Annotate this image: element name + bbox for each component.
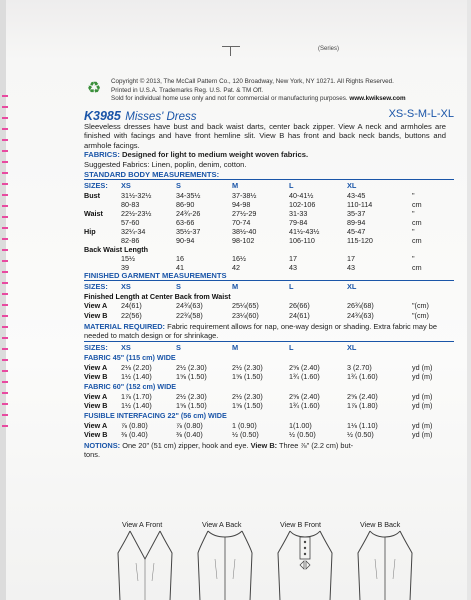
body-value-cm: 41 [176,263,184,272]
material-rule [84,341,454,342]
material-value: 1⅞ (1.80) [347,401,378,410]
body-unit-cm: cm [412,236,422,245]
body-value-cm: 80-83 [121,200,140,209]
finished-size-l: L [289,282,294,291]
body-value-cm: 89-94 [347,218,366,227]
material-row-label: View A [84,362,108,372]
body-value-cm: 79-84 [289,218,308,227]
body-size-xs: XS [121,181,131,190]
body-value-in: 37-38½ [232,191,257,200]
material-sizes-label: SIZES: [84,343,108,352]
finished-value: 22¾(58) [176,311,203,320]
material-size-l: L [289,343,294,352]
finished-size-m: M [232,282,239,291]
body-value-cm: 90-94 [176,236,195,245]
material-group-title: FABRIC 45" (115 cm) WIDE [84,353,176,362]
body-value-in: 24¾-26 [176,209,201,218]
body-value-in: 16 [176,254,184,263]
body-value-in: 40-41½ [289,191,314,200]
body-value-cm: 106-110 [289,236,315,245]
finished-value: 26¾(68) [347,301,374,310]
material-value: ⅜ (0.40) [176,430,203,439]
material-value: 1½ (1.40) [121,401,152,410]
material-value: 1⅝ (1.50) [232,401,263,410]
view-b-back-label: View B Back [360,520,401,529]
finished-title: FINISHED GARMENT MEASUREMENTS [84,271,227,280]
material-value: ⅞ (0.80) [176,420,203,430]
pattern-name: Misses' Dress [125,111,197,123]
body-unit-in: " [412,191,415,200]
material-size-s: S [176,343,181,352]
view-a-front-label: View A Front [122,520,163,529]
body-unit-in: " [412,209,415,218]
view-a-back-sketch [190,529,260,600]
view-a-back-label: View A Back [202,520,242,529]
finished-value: 22(56) [121,311,142,320]
body-value-in: 17 [347,254,355,263]
description-text: Sleeveless dresses have bust and back waist darts, center back zipper. View A neck and armholes are finished with facings and have front hemline slit. View B has front and back neck bands, buttons and armhole facings. [84,122,446,150]
copyright-line-1: Copyright © 2013, The McCall Pattern Co., 120 Broadway, New York, NY 10271. All Rights Reserved. [111,78,394,85]
material-group-title: FABRIC 60" (152 cm) WIDE [84,382,177,391]
material-value: ½ (0.50) [232,430,259,439]
body-value-in: 31½-32½ [121,191,152,200]
body-value-cm: 43 [347,263,355,272]
material-value: 1¾ (1.60) [289,372,320,381]
material-value: 1⅝ (1.50) [176,372,207,381]
copyright-block [111,78,461,104]
pattern-sizes: XS-S-M-L-XL [388,108,454,120]
view-a-front-sketch [110,529,180,600]
body-value-cm: 43 [289,263,297,272]
finished-value: 26(66) [289,301,310,310]
material-value: 1¾ (1.60) [289,401,320,410]
fold-mark-horizontal [222,46,240,47]
website-link[interactable]: www.kwiksew.com [349,95,406,103]
material-value: 1 (0.90) [232,420,257,430]
body-sizes-label: SIZES: [84,181,108,190]
material-unit: yd (m) [412,430,433,439]
material-value: 2⅝ (2.40) [289,391,320,401]
body-value-in: 45-47 [347,227,366,236]
body-value-in: 17 [289,254,297,263]
material-value: 1⅝ (1.50) [176,401,207,410]
material-row-label: View A [84,420,108,430]
body-value-in: 22½-23½ [121,209,152,218]
material-value: 1⅞ (1.70) [121,391,152,401]
material-note: MATERIAL REQUIRED: Fabric requirement allows for nap, one-way design or shading. Extra fabric may be needed to match design or for shrinkage. [84,322,437,341]
finished-unit: "(cm) [412,301,429,310]
body-value-cm: 98-102 [232,236,255,245]
finished-value: 24¾(63) [176,301,203,310]
material-value: ½ (0.50) [289,430,316,439]
body-value-in: 16½ [232,254,246,263]
pink-edge-marks [2,86,8,436]
body-unit-in: " [412,227,415,236]
finished-value: 24(61) [121,301,142,310]
material-value: 2½ (2.30) [232,391,263,401]
body-size-l: L [289,181,294,190]
body-value-in: 35-37 [347,209,366,218]
body-unit-in: " [412,254,415,263]
material-unit: yd (m) [412,372,433,381]
finished-value: 23¼(60) [232,311,259,320]
body-unit-cm: cm [412,263,422,272]
finished-rule [84,280,454,281]
material-row-label: View A [84,391,108,401]
material-value: 2½ (2.30) [176,362,207,372]
body-value-cm: 42 [232,263,240,272]
material-value: 2⅛ (2.20) [121,362,152,372]
fabrics-line: FABRICS: Designed for light to medium weight woven fabrics. [84,150,309,160]
body-value-cm: 63-66 [176,218,195,227]
recycle-icon: ♻ [86,80,102,97]
fold-mark [230,46,231,56]
material-size-xl: XL [347,343,357,352]
finished-value: 24(61) [289,311,310,320]
copyright-line-3: Sold for individual home use only and not for commercial or manufacturing purposes. www.kwiksew.com [111,95,406,103]
body-value-cm: 86-90 [176,200,195,209]
body-value-in: 27½-29 [232,209,257,218]
pattern-title [84,107,454,121]
body-size-m: M [232,181,239,190]
body-unit-cm: cm [412,218,422,227]
material-unit: yd (m) [412,420,433,430]
material-size-xs: XS [121,343,131,352]
body-row-label: Waist [84,209,103,218]
material-value: ⅞ (0.80) [121,420,148,430]
material-value: 1⅝ (1.50) [232,372,263,381]
view-sketches [84,520,454,600]
body-value-in: 15½ [121,254,135,263]
material-row-label: View B [84,372,108,381]
finished-value: 25¼(65) [232,301,259,310]
pattern-code: K3985 [84,109,121,123]
material-value: 2½ (2.30) [176,391,207,401]
body-value-in: 34-35½ [176,191,201,200]
body-value-cm: 115-120 [347,236,373,245]
body-value-cm: 102-106 [289,200,316,209]
finished-subtitle: Finished Length at Center Back from Waist [84,292,231,301]
material-value: 1¾ (1.60) [347,372,378,381]
material-unit: yd (m) [412,362,433,372]
material-value: ⅜ (0.40) [121,430,148,439]
material-value: 1⅛ (1.10) [347,420,378,430]
body-value-in: 43-45 [347,191,366,200]
material-unit: yd (m) [412,391,433,401]
body-row-label: Back Waist Length [84,245,149,254]
finished-value: 24¾(63) [347,311,374,320]
body-value-in: 31-33 [289,209,308,218]
body-size-xl: XL [347,181,357,190]
material-value: 2⅝ (2.40) [289,362,320,372]
body-value-in: 32¼-34 [121,227,146,236]
view-b-front-sketch [270,529,340,600]
body-value-cm: 82-86 [121,236,140,245]
finished-size-xl: XL [347,282,357,291]
finished-unit: "(cm) [412,311,429,320]
body-value-in: 35½-37 [176,227,201,236]
body-value-cm: 57-60 [121,218,140,227]
material-size-m: M [232,343,239,352]
top-note: (Series) [318,46,340,52]
body-value-in: 38½-40 [232,227,257,236]
finished-size-s: S [176,282,181,291]
body-value-cm: 39 [121,263,129,272]
description [84,122,446,169]
material-group-title: FUSIBLE INTERFACING 22" (56 cm) WIDE [84,411,227,420]
body-value-cm: 94-98 [232,200,251,209]
page-right-edge [467,0,471,600]
finished-row-label: View B [84,311,108,320]
body-value-in: 41½-43½ [289,227,320,236]
body-row-label: Hip [84,227,96,236]
notions-note: NOTIONS: One 20" (51 cm) zipper, hook and eye. View B: Three ⅞" (2.2 cm) but- tons. [84,441,354,460]
material-value: 1(1.00) [289,420,312,430]
view-b-front-label: View B Front [280,520,322,529]
body-value-cm: 70-74 [232,218,251,227]
finished-row-label: View A [84,301,108,310]
material-value: 2½ (2.30) [232,362,263,372]
body-size-s: S [176,181,181,190]
material-value: 2⅝ (2.40) [347,391,378,401]
material-value: 3 (2.70) [347,362,372,372]
material-row-label: View B [84,401,108,410]
suggested-fabrics: Suggested Fabrics: Linen, poplin, denim, cotton. [84,159,247,169]
finished-sizes-label: SIZES: [84,282,108,291]
body-measurements-rule [84,179,454,180]
material-value: ½ (0.50) [347,430,374,439]
finished-size-xs: XS [121,282,131,291]
body-row-label: Bust [84,191,100,200]
material-row-label: View B [84,430,108,439]
material-value: 1½ (1.40) [121,372,152,381]
body-unit-cm: cm [412,200,422,209]
material-unit: yd (m) [412,401,433,410]
copyright-line-2: Printed in U.S.A. Trademarks Reg. U.S. Pat. & TM Off. [111,86,263,94]
body-measurements-title: STANDARD BODY MEASUREMENTS: [84,170,220,179]
body-value-cm: 110-114 [347,200,373,209]
view-b-back-sketch [350,529,420,600]
